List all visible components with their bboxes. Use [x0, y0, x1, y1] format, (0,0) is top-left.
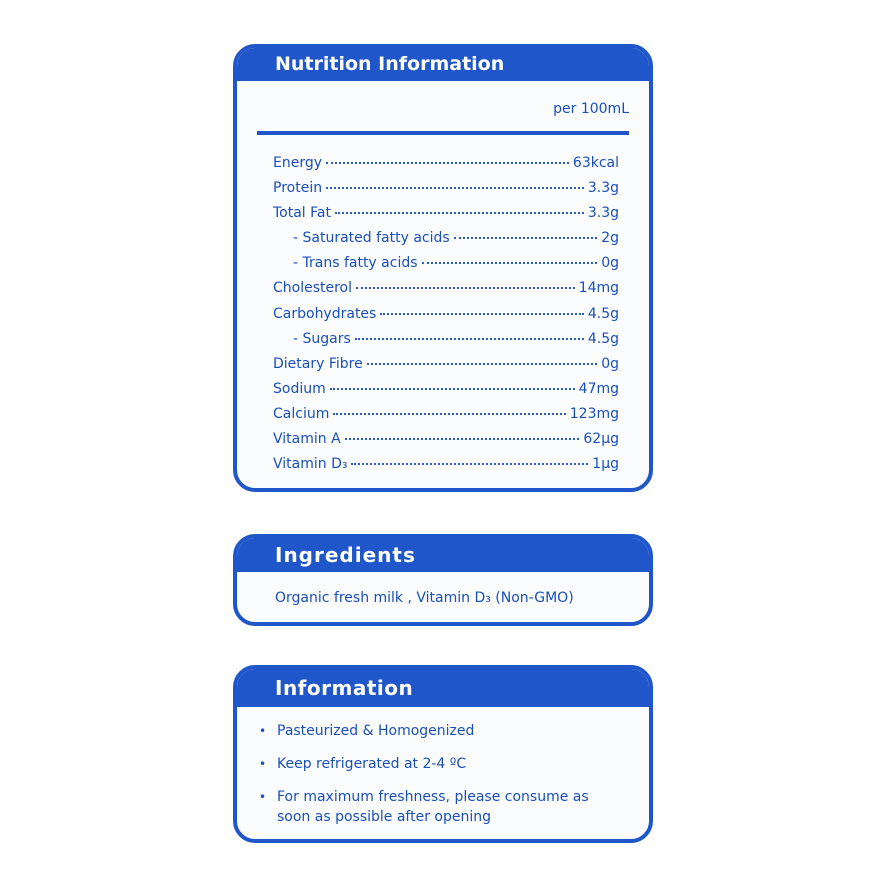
dot-leader	[335, 212, 584, 214]
ingredients-panel	[233, 534, 653, 626]
bullet-icon: •	[259, 790, 267, 804]
dot-leader	[367, 363, 597, 365]
nutrient-name: Protein	[273, 180, 323, 197]
nutrient-value: 14mg	[578, 280, 619, 297]
nutrient-row	[237, 180, 649, 205]
divider	[257, 131, 629, 135]
nutrient-list	[237, 155, 649, 481]
nutrient-name: Vitamin A	[273, 431, 341, 448]
nutrient-name: Vitamin D₃	[273, 456, 348, 473]
dot-leader	[333, 413, 565, 415]
dot-leader	[454, 237, 598, 239]
nutrient-row	[237, 255, 649, 280]
dot-leader	[380, 313, 584, 315]
nutrient-row	[237, 381, 649, 406]
dot-leader	[356, 287, 575, 289]
nutrient-name: - Sugars	[293, 330, 351, 347]
nutrient-name: - Saturated fatty acids	[293, 230, 450, 247]
nutrient-value: 0g	[601, 355, 619, 372]
information-title: Information	[237, 669, 649, 707]
nutrient-value: 1µg	[592, 456, 619, 473]
nutrient-value: 2g	[601, 230, 619, 247]
bullet-icon: •	[259, 757, 267, 771]
nutrient-value: 0g	[601, 255, 619, 272]
nutrition-title: Nutrition Information	[237, 48, 649, 81]
nutrient-value: 3.3g	[587, 205, 619, 222]
nutrient-value: 63kcal	[572, 155, 619, 171]
nutrient-name: Sodium	[273, 380, 326, 397]
dot-leader	[326, 162, 569, 164]
nutrient-name: Total Fat	[273, 205, 331, 222]
info-item	[237, 721, 649, 741]
nutrient-name: - Trans fatty acids	[293, 255, 418, 272]
dot-leader	[422, 262, 598, 264]
ingredients-title: Ingredients	[237, 538, 649, 572]
dot-leader	[355, 338, 584, 340]
nutrient-value: 4.5g	[587, 305, 619, 322]
nutrient-row	[237, 356, 649, 381]
nutrient-name: Energy	[273, 155, 323, 171]
info-text: Pasteurized & Homogenized	[277, 723, 475, 739]
dot-leader	[330, 388, 575, 390]
nutrient-name: Calcium	[273, 405, 330, 422]
nutrient-row	[237, 331, 649, 356]
information-panel	[233, 665, 653, 843]
nutrient-value: 123mg	[569, 405, 619, 422]
nutrient-row	[237, 306, 649, 331]
nutrient-name: Carbohydrates	[273, 305, 377, 322]
nutrient-row	[237, 205, 649, 230]
serving-size: per 100mL	[553, 101, 629, 117]
info-text: For maximum freshness, please consume as soon as possible after opening	[277, 789, 589, 825]
nutrient-row	[237, 406, 649, 431]
info-list	[237, 721, 649, 827]
info-item	[237, 787, 649, 827]
nutrient-value: 3.3g	[587, 180, 619, 197]
dot-leader	[326, 187, 584, 189]
info-text: Keep refrigerated at 2-4 ºC	[277, 756, 467, 772]
dot-leader	[351, 463, 588, 465]
nutrient-value: 62µg	[583, 431, 619, 448]
nutrient-name: Cholesterol	[273, 280, 353, 297]
info-item	[237, 754, 649, 774]
ingredients-text: Organic fresh milk , Vitamin D₃ (Non-GMO)	[275, 590, 574, 606]
nutrient-value: 4.5g	[587, 330, 619, 347]
nutrient-row	[237, 155, 649, 180]
nutrient-row	[237, 230, 649, 255]
nutrient-row	[237, 280, 649, 305]
nutrient-row	[237, 431, 649, 456]
nutrient-value: 47mg	[578, 380, 619, 397]
dot-leader	[345, 438, 580, 440]
nutrition-panel	[233, 44, 653, 492]
bullet-icon: •	[259, 724, 267, 738]
nutrient-row	[237, 456, 649, 481]
nutrient-name: Dietary Fibre	[273, 355, 363, 372]
